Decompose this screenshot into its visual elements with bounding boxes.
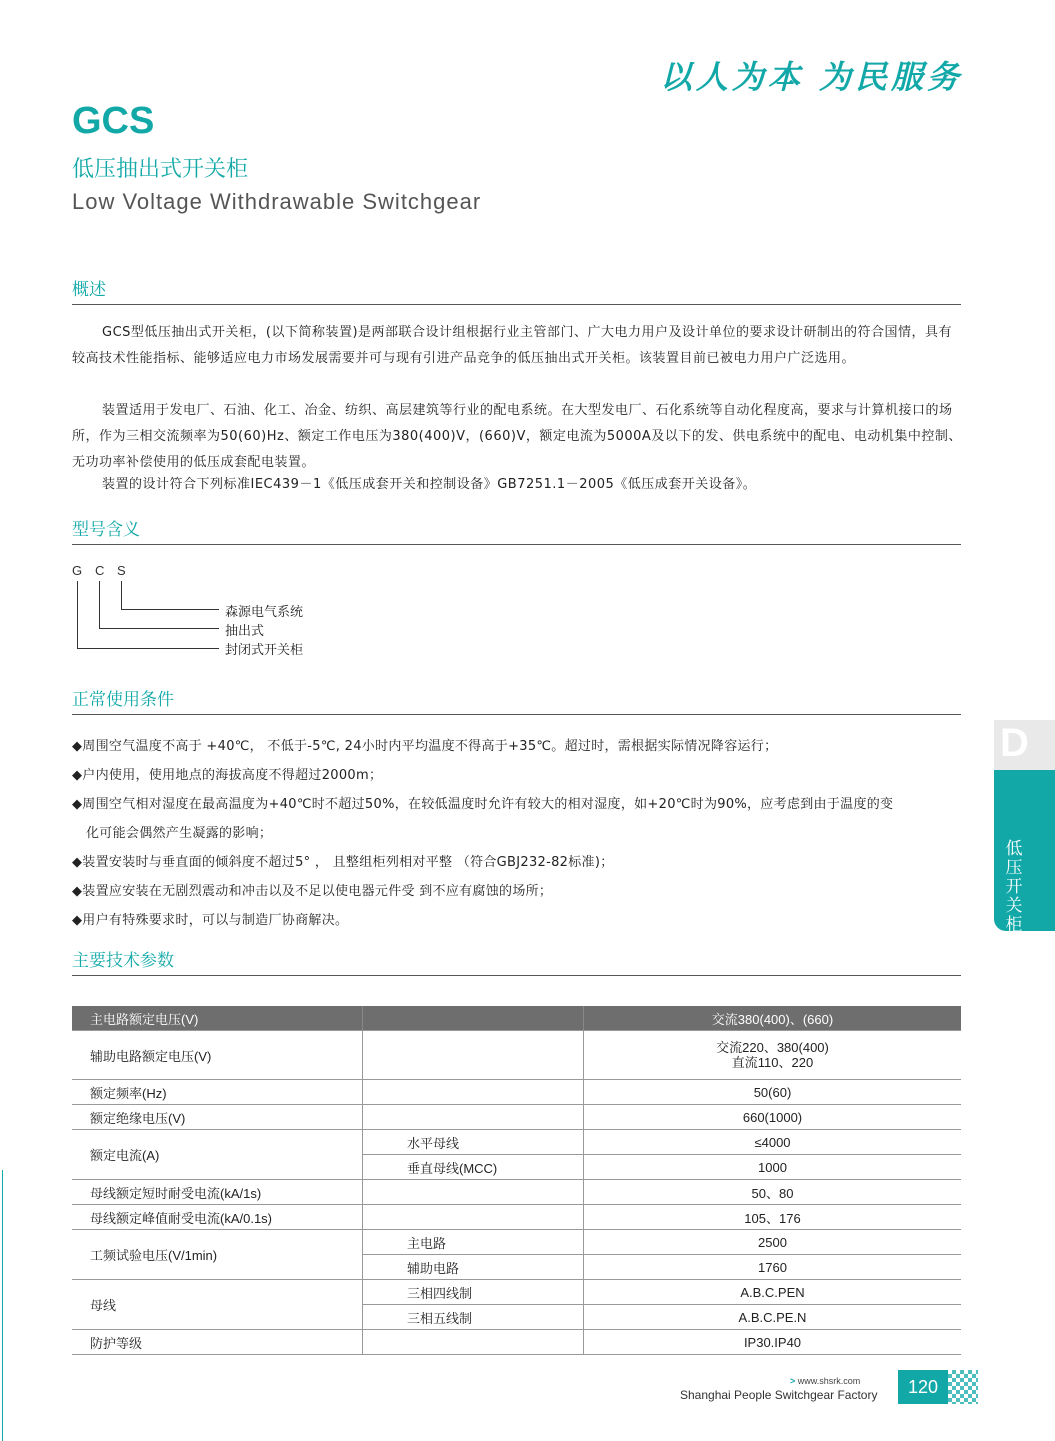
model-connector [121, 581, 122, 609]
spec-name: 工频试验电压(V/1min) [72, 1230, 363, 1280]
model-code-title: GCS [72, 100, 155, 142]
spec-value: 1760 [584, 1255, 962, 1280]
table-row [72, 1105, 961, 1130]
spec-sub [363, 1080, 584, 1105]
spec-value: 交流380(400)、(660) [584, 1006, 962, 1031]
overview-paragraph-2: 装置适用于发电厂、石油、化工、冶金、纺织、高层建筑等行业的配电系统。在大型发电厂、石化系统等自动化程度高，要求与计算机接口的场所，作为三相交流频率为50(60)Hz、额定工作电压为380(400)V，(660)V，额定电流为5000A及以下的发、供电系统中的配电、电动机集中控制、无功功率补偿使用的低压成套配电装置。 [72, 403, 962, 470]
side-tab-body [994, 770, 1055, 973]
condition-item: ◆装置应安装在无剧烈震动和冲击以及不足以使电器元件受 到不应有腐蚀的场所； [72, 884, 553, 899]
spec-sub: 三相四线制 [363, 1280, 584, 1305]
spec-sub: 辅助电路 [363, 1255, 584, 1280]
model-meaning-heading: 型号含义 [72, 515, 961, 545]
model-connector [99, 628, 219, 629]
spec-sub [363, 1330, 584, 1355]
spec-name: 额定绝缘电压(V) [72, 1105, 363, 1130]
model-label-enclosed: 封闭式开关柜 [225, 643, 304, 658]
table-row [72, 1031, 961, 1080]
spec-value-ac: 交流220、380(400) [716, 1040, 829, 1055]
overview-heading: 概述 [72, 275, 961, 305]
spec-name: 辅助电路额定电压(V) [72, 1031, 363, 1080]
spec-name: 额定电流(A) [72, 1130, 363, 1180]
margin-rule [2, 1170, 3, 1441]
spec-name: 母线 [72, 1280, 363, 1330]
table-row [72, 1205, 961, 1230]
table-row [72, 1180, 961, 1205]
spec-value: 660(1000) [584, 1105, 962, 1130]
table-row [72, 1130, 961, 1155]
title-english: Low Voltage Withdrawable Switchgear [72, 189, 482, 214]
spec-table [72, 1006, 961, 1355]
model-letter-g: G [72, 563, 83, 578]
spec-sub: 水平母线 [363, 1130, 584, 1155]
specs-heading: 主要技术参数 [72, 946, 961, 976]
spec-value: 2500 [584, 1230, 962, 1255]
table-row [72, 1080, 961, 1105]
table-row [72, 1230, 961, 1255]
model-connector [99, 581, 100, 628]
spec-name: 额定频率(Hz) [72, 1080, 363, 1105]
model-letter-s: S [117, 563, 126, 578]
spec-name: 母线额定短时耐受电流(kA/1s) [72, 1180, 363, 1205]
spec-name: 母线额定峰值耐受电流(kA/0.1s) [72, 1205, 363, 1230]
url-arrow-icon: > [790, 1376, 796, 1386]
condition-item: ◆用户有特殊要求时，可以与制造厂协商解决。 [72, 913, 349, 928]
spec-sub: 三相五线制 [363, 1305, 584, 1330]
spec-value: 105、176 [584, 1205, 962, 1230]
spec-value: 50(60) [584, 1080, 962, 1105]
factory-name: Shanghai People Switchgear Factory [680, 1388, 878, 1402]
spec-value: A.B.C.PE.N [584, 1305, 962, 1330]
spec-sub [363, 1006, 584, 1031]
model-label-withdrawable: 抽出式 [225, 624, 265, 639]
title-chinese: 低压抽出式开关柜 [72, 157, 249, 182]
side-tab-header [994, 720, 1055, 770]
spec-sub [363, 1180, 584, 1205]
model-letter-c: C [95, 563, 105, 578]
spec-sub: 垂直母线(MCC) [363, 1155, 584, 1180]
overview-paragraph-1: GCS型低压抽出式开关柜，(以下简称装置)是两部联合设计组根据行业主管部门、广大电力用户及设计单位的要求设计研制出的符合国情，具有较高技术性能指标、能够适应电力市场发展需要并可与现有引进产品竞争的低压抽出式开关柜。该装置目前已被电力用户广泛选用。 [72, 325, 953, 366]
checker-pattern-icon [948, 1370, 978, 1404]
model-connector [77, 581, 78, 648]
spec-sub [363, 1105, 584, 1130]
overview-paragraph-3: 装置的设计符合下列标准IEC439－1《低压成套开关和控制设备》GB7251.1－2005《低压成套开关设备》。 [102, 477, 757, 492]
conditions-heading: 正常使用条件 [72, 685, 961, 715]
spec-sub: 主电路 [363, 1230, 584, 1255]
model-connector [77, 648, 219, 649]
spec-name: 防护等级 [72, 1330, 363, 1355]
slogan: 以人为本 为民服务 [659, 58, 963, 96]
spec-sub [363, 1205, 584, 1230]
condition-item: 化可能会偶然产生凝露的影响； [86, 826, 273, 841]
page-number: 120 [898, 1370, 948, 1404]
table-row [72, 1006, 961, 1031]
condition-item: ◆周围空气温度不高于 +40℃， 不低于-5℃, 24小时内平均温度不得高于+35℃。超过时，需根据实际情况降容运行； [72, 739, 778, 754]
model-label-system: 森源电气系统 [225, 605, 304, 620]
spec-value: A.B.C.PEN [584, 1280, 962, 1305]
url-text: www.shsrk.com [797, 1376, 861, 1386]
spec-value: 1000 [584, 1155, 962, 1180]
spec-value: IP30.IP40 [584, 1330, 962, 1355]
website-url[interactable] [790, 1376, 860, 1386]
model-connector [121, 609, 219, 610]
chapter-side-tab [994, 720, 1055, 973]
spec-value [584, 1031, 962, 1080]
table-row [72, 1330, 961, 1355]
chapter-title: 低压开关柜设备 [1005, 839, 1023, 973]
condition-item: ◆装置安装时与垂直面的倾斜度不超过5° ， 且整组柜列相对平整 （符合GBJ232-82标准)； [72, 855, 614, 870]
condition-item: ◆户内使用，使用地点的海拔高度不得超过2000m； [72, 768, 383, 783]
spec-value: 50、80 [584, 1180, 962, 1205]
condition-item: ◆周围空气相对湿度在最高温度为+40℃时不超过50%，在较低温度时允许有较大的相对湿度，如+20℃时为90%，应考虑到由于温度的变 [72, 797, 894, 812]
table-row [72, 1280, 961, 1305]
spec-value-dc: 直流110、220 [731, 1055, 814, 1070]
spec-name: 主电路额定电压(V) [72, 1006, 363, 1031]
spec-sub [363, 1031, 584, 1080]
spec-value: ≤4000 [584, 1130, 962, 1155]
chapter-letter: D [1000, 721, 1029, 765]
